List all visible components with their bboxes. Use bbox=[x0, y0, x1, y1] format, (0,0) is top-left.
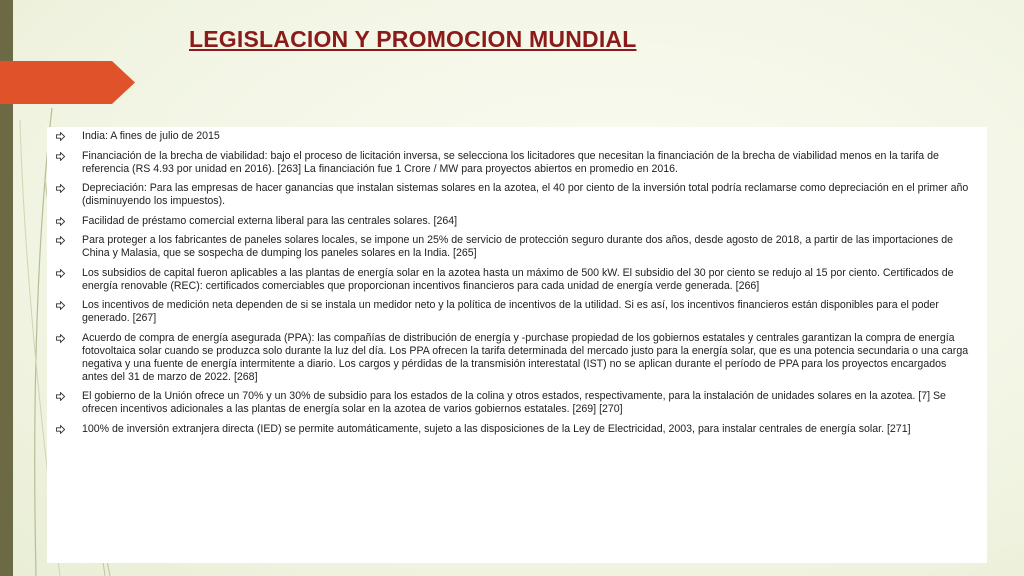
bullet-item bbox=[47, 423, 973, 436]
arrow-right-icon bbox=[56, 184, 65, 193]
bullet-item bbox=[47, 150, 973, 176]
bullet-item bbox=[47, 299, 973, 325]
bullet-text: Los subsidios de capital fueron aplicables a las plantas de energía solar en la azotea hasta un máximo de 500 kW. El subsidio del 30 por ciento se redujo al 15 por ciento. Certificados de energía renovable (REC): certificados comerciables que proporcionan incentivos financieros para cada unidad de energía verde generada. [266] bbox=[82, 266, 954, 292]
slide-arrow-tab bbox=[0, 61, 135, 104]
bullet-item bbox=[47, 130, 973, 143]
arrow-right-icon bbox=[56, 392, 65, 401]
bullet-item bbox=[47, 215, 973, 228]
bullet-text: 100% de inversión extranjera directa (IED) se permite automáticamente, sujeto a las disposiciones de la Ley de Electricidad, 2003, para instalar centrales de energía solar. [271] bbox=[82, 422, 911, 435]
bullet-list bbox=[47, 127, 987, 436]
arrow-right-icon bbox=[56, 334, 65, 343]
content-panel bbox=[47, 127, 987, 563]
bullet-text: Financiación de la brecha de viabilidad: bajo el proceso de licitación inversa, se selecciona los licitadores que necesitan la financiación de la brecha de viabilidad menos en la tarifa de referencia (RS 4.93 por unidad en 2016). [263] La financiación fue 1 Crore / MW para proyectos abiertos en promedio en 2016. bbox=[82, 149, 939, 175]
slide-title: LEGISLACION Y PROMOCION MUNDIAL bbox=[189, 26, 637, 52]
bullet-text: El gobierno de la Unión ofrece un 70% y un 30% de subsidio para los estados de la colina y otros estados, respectivamente, para la instalación de unidades solares en la azotea. [7] Se ofrecen incentivos adicionales a las plantas de energía solar en la azotea de varios gobiernos estatales. [269] [270] bbox=[82, 390, 946, 415]
bullet-text: Facilidad de préstamo comercial externa liberal para las centrales solares. [264] bbox=[82, 214, 458, 227]
arrow-right-icon bbox=[56, 132, 65, 141]
bullet-text: Depreciación: Para las empresas de hacer ganancias que instalan sistemas solares en la azotea, el 40 por ciento de la inversión total podría reclamarse como depreciación en el primer año (disminuyendo los impuestos). bbox=[82, 182, 969, 207]
arrow-right-icon bbox=[56, 301, 65, 310]
bullet-text: Acuerdo de compra de energía asegurada (PPA): las compañías de distribución de energía y -purchase propiedad de los gobiernos estatales y centrales garantizan la compra de energía fotovoltaica solar cuando se produzca solo durante la luz del día. Los PPA ofrecen la tarifa determinada del mercado justo para la energía solar, que es una potencia secundaria o una carga negativa y una fuente de energía intermitente a diario. Los cargos y pérdidas de la transmisión interestatal (IST) no se aplican durante el período de PPA para los proyectos encargados antes del 31 de marzo de 2022. [268] bbox=[82, 331, 969, 383]
bullet-item bbox=[47, 234, 973, 260]
arrow-right-icon bbox=[56, 269, 65, 278]
bullet-item bbox=[47, 182, 973, 208]
bullet-item bbox=[47, 267, 973, 293]
arrow-right-icon bbox=[56, 236, 65, 245]
arrow-right-icon bbox=[56, 152, 65, 161]
bullet-text: Los incentivos de medición neta dependen de si se instala un medidor neto y la política de incentivos de la utilidad. Si es así, los incentivos financieros están disponibles para el poder generado. [267] bbox=[82, 299, 939, 324]
arrow-right-icon bbox=[56, 425, 65, 434]
bullet-text: India: A fines de julio de 2015 bbox=[82, 130, 220, 142]
bullet-item bbox=[47, 390, 973, 416]
bullet-item bbox=[47, 332, 973, 384]
bullet-text: Para proteger a los fabricantes de paneles solares locales, se impone un 25% de servicio de protección seguro durante dos años, desde agosto de 2018, a partir de las importaciones de China y Malasia, que se sospecha de dumping los paneles solares en la India. [265] bbox=[82, 234, 953, 259]
arrow-right-icon bbox=[56, 217, 65, 226]
